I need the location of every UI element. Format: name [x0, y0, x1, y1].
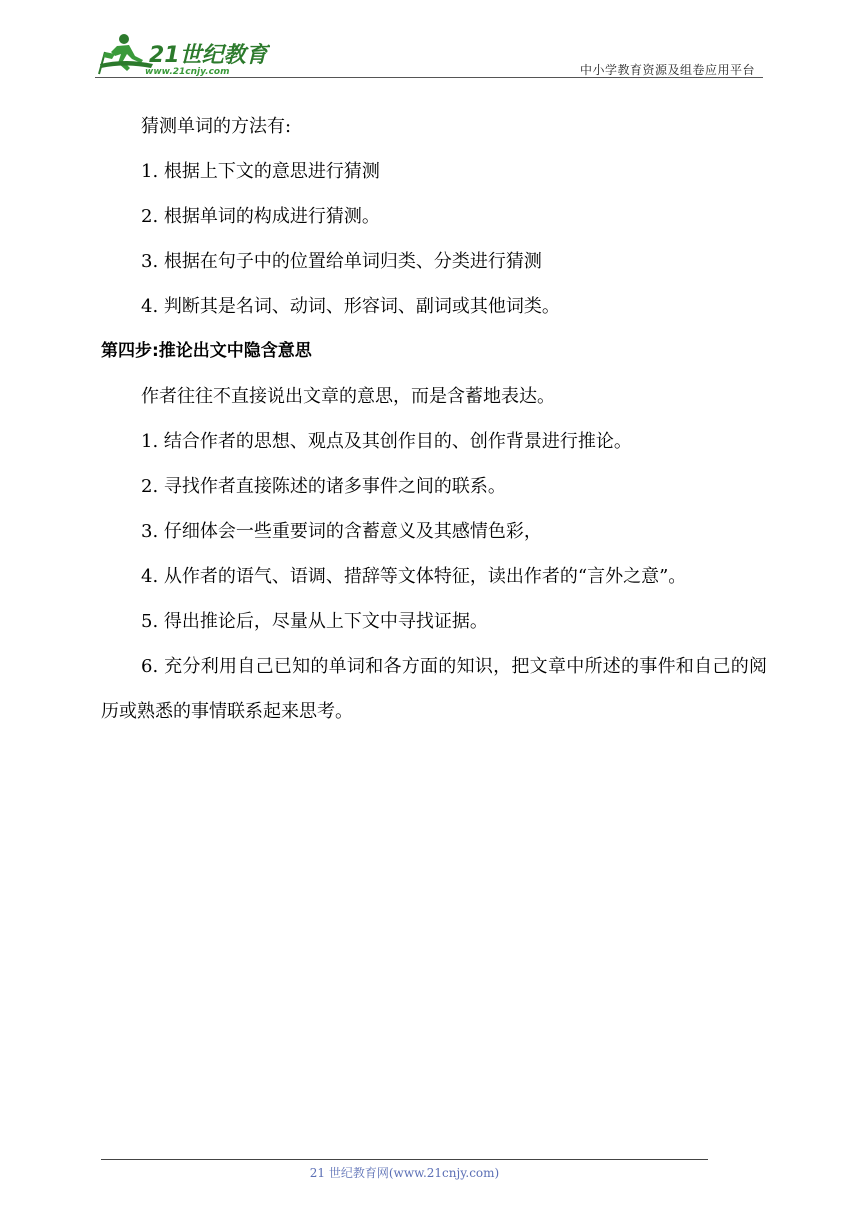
- guess-method-item: 2. 根据单词的构成进行猜测。: [141, 206, 380, 227]
- step4-item: 6. 充分利用自己已知的单词和各方面的知识，把文章中所述的事件和自己的阅历或熟悉的事情联系起来思考。: [101, 656, 767, 722]
- step4-item: 1. 结合作者的思想、观点及其创作目的、创作背景进行推论。: [141, 431, 632, 452]
- runner-logo-icon: [95, 30, 270, 80]
- step4-item: 2. 寻找作者直接陈述的诸多事件之间的联系。: [141, 476, 506, 497]
- step4-item: 4. 从作者的语气、语调、措辞等文体特征，读出作者的“言外之意”。: [141, 566, 687, 587]
- site-logo[interactable]: [95, 30, 270, 80]
- footer-link[interactable]: 21 世纪教育网(www.21cnjy.com): [309, 1166, 500, 1180]
- page-header: [95, 30, 763, 80]
- header-divider: [95, 77, 763, 78]
- step4-item: 3. 仔细体会一些重要词的含蓄意义及其感情色彩，: [141, 521, 542, 542]
- logo-url-text: www.21cnjy.com: [145, 67, 230, 77]
- logo-text: 21世纪教育: [149, 43, 268, 68]
- guess-method-item: 4. 判断其是名词、动词、形容词、副词或其他词类。: [141, 296, 560, 317]
- guess-method-item: 1. 根据上下文的意思进行猜测: [141, 161, 380, 182]
- step4-item: 5. 得出推论后，尽量从上下文中寻找证据。: [141, 611, 488, 632]
- step4-heading: 第四步:推论出文中隐含意思: [101, 341, 312, 361]
- guess-method-item: 3. 根据在句子中的位置给单词归类、分类进行猜测: [141, 251, 542, 272]
- step4-intro: 作者往往不直接说出文章的意思，而是含蓄地表达。: [141, 386, 555, 407]
- platform-tagline: 中小学教育资源及组卷应用平台: [579, 63, 755, 77]
- document-body: [101, 104, 767, 734]
- footer-divider: [101, 1159, 708, 1160]
- guess-methods-intro: 猜测单词的方法有:: [141, 116, 292, 137]
